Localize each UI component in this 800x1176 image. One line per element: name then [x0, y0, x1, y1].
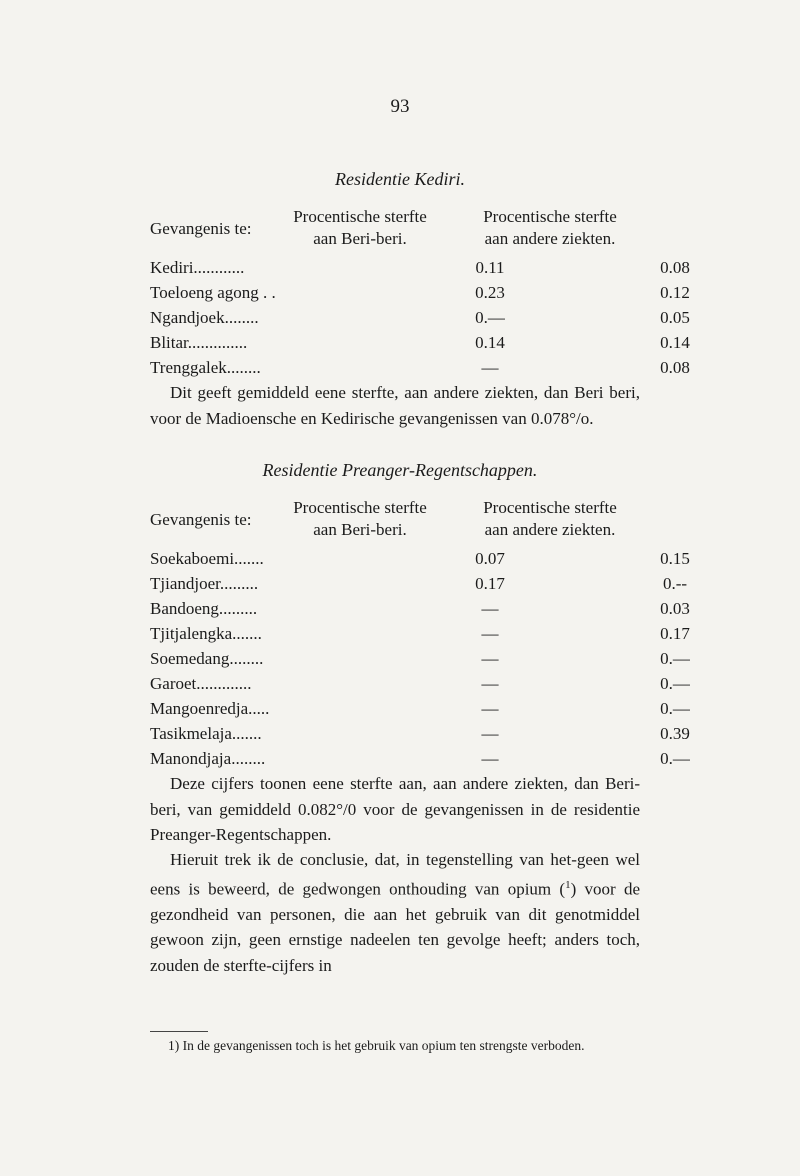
header-line: aan Beri-beri.	[313, 229, 407, 248]
table-row	[150, 724, 690, 746]
page-number: 93	[390, 96, 410, 117]
other-diseases-value: 0.14	[660, 333, 690, 352]
beri-beri-value: —	[481, 699, 499, 718]
column-header-beri-beri	[280, 206, 440, 250]
beri-beri-value: —	[481, 724, 499, 743]
prison-name: Toeloeng agong . .	[150, 283, 276, 302]
column-label-gevangenis: Gevangenis te:	[150, 219, 252, 238]
other-diseases-value: 0.--	[662, 574, 688, 593]
table-row	[150, 624, 690, 646]
table-row	[150, 549, 690, 571]
beri-beri-value: 0.—	[475, 308, 505, 327]
header-line: aan andere ziekten.	[484, 229, 616, 248]
footnote-reference: 1	[565, 878, 571, 891]
beri-beri-value: 0.23	[475, 283, 505, 302]
beri-beri-value: —	[481, 358, 499, 377]
body-paragraph	[150, 847, 640, 978]
table-row	[150, 699, 690, 721]
body-text: ) voor de gezondheid van personen, die aan het gebruik van dit genotmiddel gewoon zijn, geen ernstige nadeelen ten gevolge heeft; anders toch, zouden de sterfte-cijfers in	[150, 879, 640, 975]
header-line: aan Beri-beri.	[313, 520, 407, 539]
beri-beri-value: 0.17	[475, 574, 505, 593]
footnote	[168, 1037, 638, 1054]
other-diseases-value: 0.17	[660, 624, 690, 643]
other-diseases-value: 0.08	[660, 258, 690, 277]
prison-name: Mangoenredja.....	[150, 699, 270, 718]
section-title-kediri: Residentie Kediri.	[335, 169, 465, 189]
table-row	[150, 258, 690, 280]
table-row	[150, 308, 690, 330]
prison-name: Ngandjoek........	[150, 308, 259, 327]
conclusion-paragraph: Dit geeft gemiddeld eene sterfte, aan andere ziekten, dan Beri beri, voor de Madioensche en Kedirische gevangenissen van 0.078°/o.	[150, 383, 640, 428]
column-label-gevangenis: Gevangenis te:	[150, 510, 252, 529]
header-line: Procentische sterfte	[293, 498, 427, 517]
other-diseases-value: 0.08	[660, 358, 690, 377]
table-row	[150, 674, 690, 696]
beri-beri-value: —	[481, 649, 499, 668]
beri-beri-value: 0.07	[475, 549, 505, 568]
footnote-divider	[150, 1031, 208, 1032]
beri-beri-value: —	[481, 749, 499, 768]
other-diseases-value: 0.15	[660, 549, 690, 568]
header-line: Procentische sterfte	[483, 498, 617, 517]
header-line: Procentische sterfte	[483, 207, 617, 226]
column-header-beri-beri	[280, 497, 440, 541]
beri-beri-value: —	[481, 599, 499, 618]
other-diseases-value: 0.03	[660, 599, 690, 618]
prison-name: Blitar..............	[150, 333, 248, 352]
other-diseases-value: 0.05	[660, 308, 690, 327]
prison-name: Tjitjalengka.......	[150, 624, 262, 643]
table-row	[150, 574, 688, 596]
footnote-text: In de gevangenissen toch is het gebruik van opium ten strengste verboden.	[182, 1038, 585, 1053]
table-row	[150, 599, 690, 621]
conclusion-paragraph: Deze cijfers toonen eene sterfte aan, aan andere ziekten, dan Beri-beri, van gemiddeld 0.082°/0 voor de gevangenissen in de residentie Preanger-Regentschappen.	[150, 774, 640, 844]
prison-name: Kediri............	[150, 258, 245, 277]
header-line: Procentische sterfte	[293, 207, 427, 226]
other-diseases-value: 0.—	[660, 649, 690, 668]
prison-name: Soemedang........	[150, 649, 264, 668]
other-diseases-value: 0.—	[660, 699, 690, 718]
prison-name: Manondjaja........	[150, 749, 266, 768]
prison-name: Trenggalek........	[150, 358, 261, 377]
column-header-andere-ziekten	[455, 206, 645, 250]
beri-beri-value: —	[481, 624, 499, 643]
prison-name: Tasikmelaja.......	[150, 724, 262, 743]
prison-name: Tjiandjoer.........	[150, 574, 259, 593]
other-diseases-value: 0.—	[660, 749, 690, 768]
table-row	[150, 283, 690, 305]
other-diseases-value: 0.—	[660, 674, 690, 693]
other-diseases-value: 0.12	[660, 283, 690, 302]
prison-name: Soekaboemi.......	[150, 549, 264, 568]
section-title-preanger: Residentie Preanger-Regentschappen.	[262, 460, 538, 480]
table-row	[150, 333, 690, 355]
header-line: aan andere ziekten.	[484, 520, 616, 539]
other-diseases-value: 0.39	[660, 724, 690, 743]
beri-beri-value: —	[481, 674, 499, 693]
table-row	[150, 649, 690, 671]
column-header-andere-ziekten	[455, 497, 645, 541]
table-row	[150, 358, 690, 380]
prison-name: Bandoeng.........	[150, 599, 258, 618]
prison-name: Garoet.............	[150, 674, 252, 693]
beri-beri-value: 0.14	[475, 333, 505, 352]
footnote-marker: 1)	[168, 1038, 180, 1053]
table-row	[150, 749, 690, 771]
beri-beri-value: 0.11	[475, 258, 505, 277]
body-text: Hieruit trek ik de conclusie, dat, in tegenstelling van het-geen wel eens is beweerd, de gedwongen onthouding van opium (	[150, 850, 640, 899]
